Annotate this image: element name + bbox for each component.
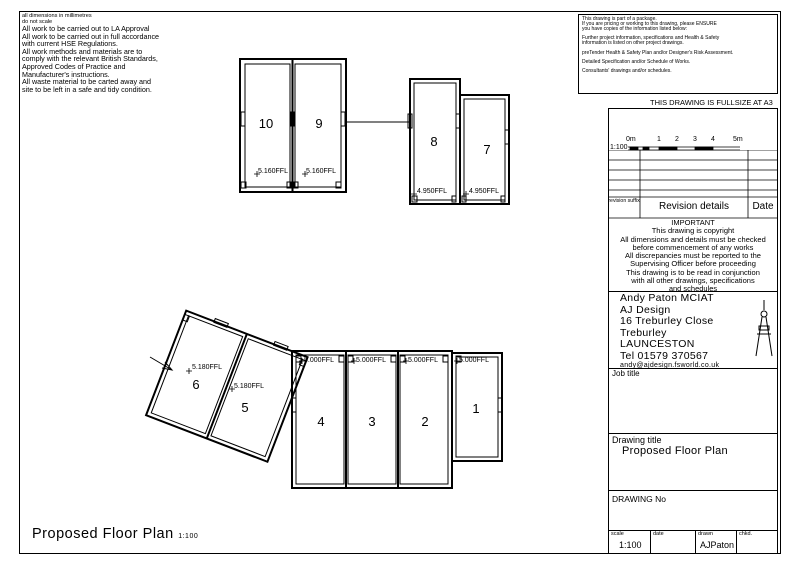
- divider: [608, 433, 778, 434]
- notes-line: All work to be carried out to LA Approval: [22, 24, 150, 33]
- revision-date-label: Date: [752, 201, 774, 212]
- notice-line: If you are pricing or working to this drawing, please ENSURE: [582, 21, 717, 27]
- ffl-label: 4.950FFL: [469, 188, 499, 195]
- important-line: All discrepancies must be reported to the: [625, 251, 761, 261]
- notes-line: with current HSE Regulations.: [22, 39, 118, 49]
- ffl-label: 5.000FFL: [408, 357, 438, 364]
- fullsize-note: THIS DRAWING IS FULLSIZE AT A3: [650, 98, 773, 107]
- drawing-title-value: Proposed Floor Plan: [622, 445, 728, 457]
- room-number: 3: [368, 414, 376, 429]
- plan-scale: 1:100: [178, 533, 199, 540]
- notice-line: you have copies of the information listed below:: [582, 26, 688, 32]
- notes-line: All waste material to be carted away and: [22, 77, 152, 87]
- designer-block: [620, 293, 760, 370]
- designer-line: AJ Design: [620, 303, 671, 316]
- ffl-label: 5.160FFL: [258, 168, 288, 175]
- ffl-label: 5.000FFL: [459, 357, 489, 364]
- footer-drawn-label: drawn: [698, 531, 713, 537]
- drawing-title-label: Drawing title: [612, 435, 662, 445]
- scale-bar-ratio: 1:100: [610, 144, 628, 151]
- notes-line: Manufacturer's instructions.: [22, 69, 110, 79]
- scale-bar-label: 0m: [626, 136, 636, 143]
- room-number: 1: [472, 401, 480, 416]
- notice-line: Further project information, specifications and Health & Safety: [582, 35, 720, 41]
- notice-line: information is listed on other project drawings.: [582, 40, 684, 46]
- important-notice: [608, 219, 778, 294]
- divider: [608, 530, 778, 531]
- divider: [608, 490, 778, 491]
- ffl-label: 5.000FFL: [356, 357, 386, 364]
- footer-scale-label: scale: [611, 531, 624, 537]
- package-notice: [578, 14, 778, 94]
- notes-header-line: do not scale: [22, 19, 53, 25]
- room-number: 9: [315, 116, 323, 131]
- ffl-label: 5.160FFL: [306, 168, 336, 175]
- important-line: with all other drawings, specifications: [631, 276, 755, 286]
- footer-drawn-value: AJPaton: [700, 540, 735, 550]
- room-number: 10: [258, 116, 274, 131]
- divider: [695, 530, 696, 554]
- divider: [650, 530, 651, 554]
- important-line: Supervising Officer before proceeding: [630, 259, 756, 269]
- scale-bar-label: 1: [657, 136, 661, 143]
- room-number: 5: [241, 400, 249, 415]
- plan-title: [32, 526, 198, 542]
- room-number: 8: [430, 134, 438, 149]
- notes-line: Approved Codes of Practice and: [22, 61, 126, 71]
- notice-line: Detailed Specification and/or Schedule of Works.: [582, 59, 691, 65]
- job-title-label: Job title: [612, 369, 640, 378]
- ffl-label: 4.950FFL: [417, 188, 447, 195]
- designer-line: Tel 01579 370567: [620, 349, 709, 362]
- designer-line: Treburley: [620, 326, 667, 339]
- scale-bar-label: 5m: [733, 136, 743, 143]
- notes-line: All work methods and materials are to: [22, 46, 143, 56]
- designer-email: andy@ajdesign.fsworld.co.uk: [620, 362, 720, 369]
- room-number: 4: [317, 414, 325, 429]
- scale-bar-label: 4: [711, 136, 715, 143]
- notes-header-line: all dimensions in millimetres: [22, 13, 92, 19]
- scale-bar-label: 2: [675, 136, 679, 143]
- notes-line: All work to be carried out in full accordance: [22, 31, 160, 41]
- compass-drafting-icon: [754, 300, 774, 360]
- important-line: before commencement of any works: [632, 242, 754, 252]
- important-title: IMPORTANT: [671, 218, 715, 227]
- footer-date-label: date: [653, 531, 664, 537]
- important-line: All dimensions and details must be checked: [620, 234, 766, 244]
- designer-line: 16 Treburley Close: [620, 315, 714, 327]
- ffl-label: 5.000FFL: [304, 357, 334, 364]
- important-line: This drawing is copyright: [651, 226, 735, 236]
- scale-bar-label: 3: [693, 136, 697, 143]
- notice-line: preTender Health & Safety Plan and/or Designer's Risk Assessment.: [582, 50, 734, 56]
- footer-chkd-label: chkd.: [739, 531, 753, 537]
- ffl-label: 5.180FFL: [234, 383, 264, 390]
- footer-scale-value: 1:100: [619, 540, 642, 550]
- important-line: and schedules: [668, 284, 718, 294]
- notice-line: Consultants' drawings and/or schedules.: [582, 68, 672, 74]
- ffl-label: 5.180FFL: [192, 364, 222, 371]
- plan-title-text: Proposed Floor Plan: [32, 526, 174, 542]
- designer-line: Andy Paton MCIAT: [620, 292, 714, 304]
- drawing-no-label: DRAWING No: [612, 494, 666, 504]
- room-number: 7: [483, 142, 491, 157]
- notes-line: site to be left in a safe and tidy condition.: [22, 84, 152, 94]
- revision-suffix-label: revision suffix: [608, 198, 640, 204]
- notice-line: This drawing is part of a package.: [582, 16, 657, 22]
- room-number: 2: [421, 414, 429, 429]
- divider: [736, 530, 737, 554]
- important-line: This drawing is to be read in conjunction: [626, 267, 760, 277]
- revision-details-label: Revision details: [658, 201, 730, 212]
- room-number: 6: [192, 377, 200, 392]
- designer-line: LAUNCESTON: [620, 338, 695, 350]
- notes-line: comply with the relevant British Standards,: [22, 54, 158, 64]
